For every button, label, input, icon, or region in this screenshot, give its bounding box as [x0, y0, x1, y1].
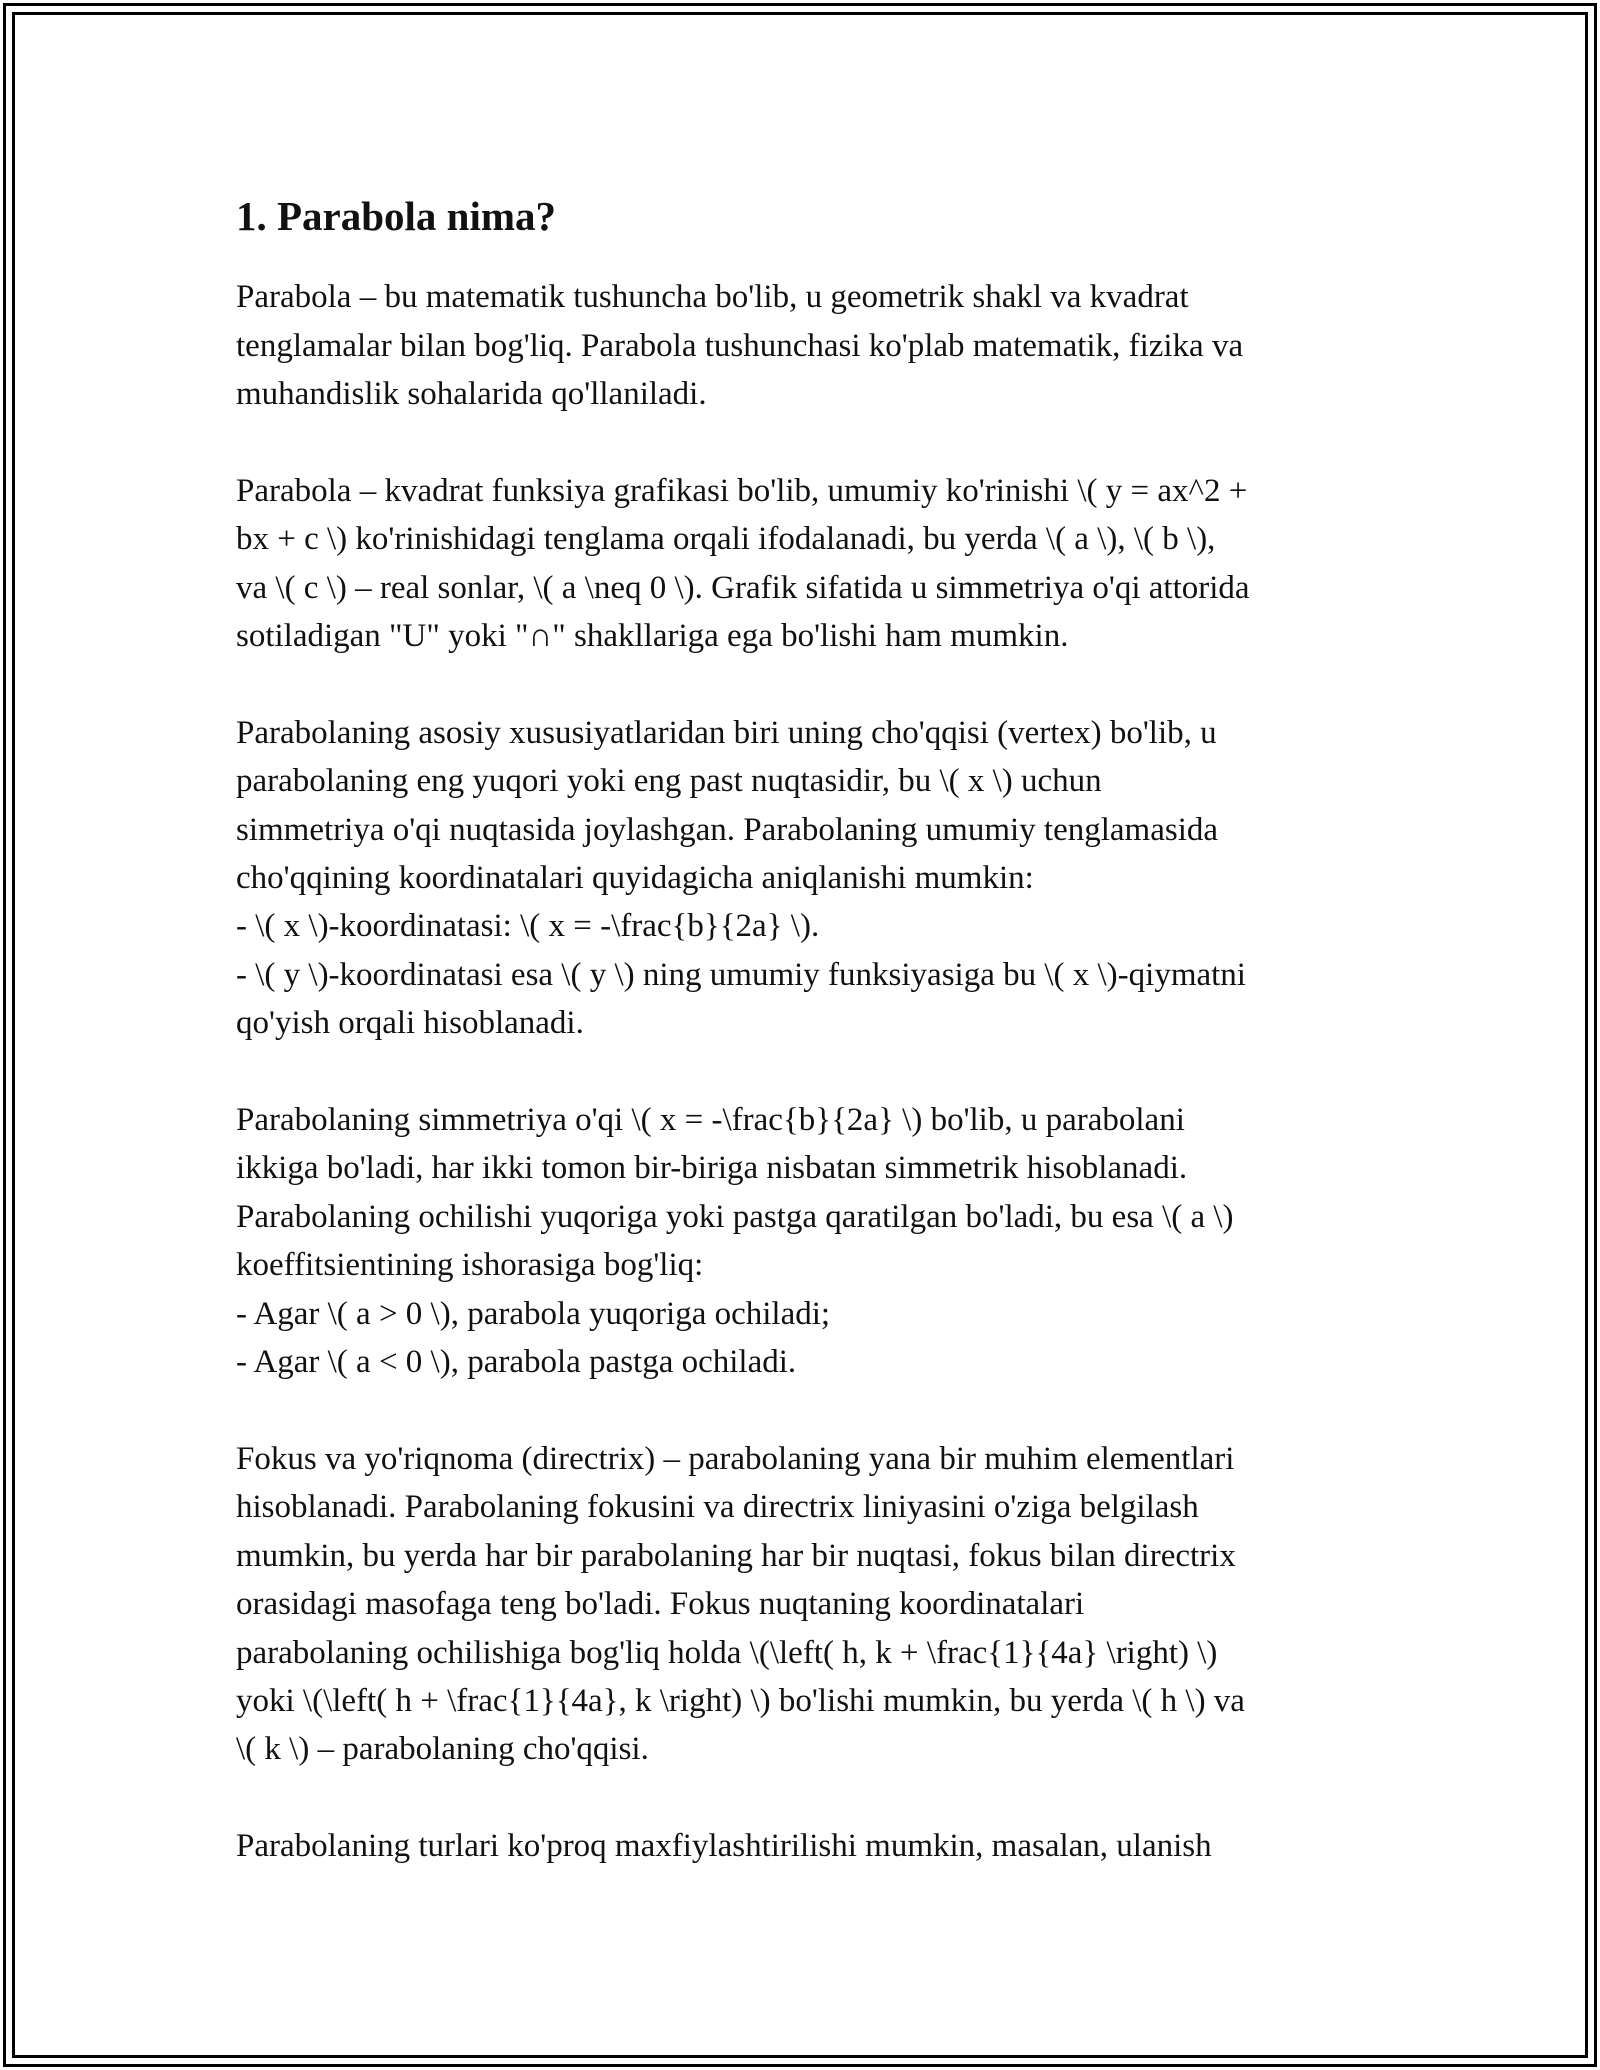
text-line: ikkiga bo'ladi, har ikki tomon bir-biriga nisbatan simmetrik hisoblanadi. — [236, 1150, 1188, 1187]
text-line: bx + c \) ko'rinishidagi tenglama orqali ifodalanadi, bu yerda \( a \), \( b \), — [236, 521, 1216, 558]
text-line: parabolaning eng yuqori yoki eng past nuqtasidir, bu \( x \) uchun — [236, 763, 1102, 800]
text-line: qo'yish orqali hisoblanadi. — [236, 1005, 584, 1042]
text-line: muhandislik sohalarida qo'llaniladi. — [236, 376, 707, 412]
list-item: - Agar \( a < 0 \), parabola pastga ochiladi. — [236, 1344, 797, 1381]
text-line: Parabola – kvadrat funksiya grafikasi bo'lib, umumiy ko'rinishi \( y = ax^2 + — [236, 472, 1248, 509]
section-heading: 1. Parabola nima? — [236, 193, 557, 239]
text-line: \( k \) – parabolaning cho'qqisi. — [236, 1731, 649, 1768]
text-line: Fokus va yo'riqnoma (directrix) – parabolaning yana bir muhim elementlari — [236, 1440, 1235, 1477]
paragraph-types — [236, 1822, 1366, 1870]
text-line: Parabolaning turlari ko'proq maxfiylashtirilishi mumkin, masalan, ulanish — [236, 1828, 1212, 1865]
paragraph-focus-directrix — [236, 1435, 1366, 1774]
text-line: Parabola – bu matematik tushuncha bo'lib, u geometrik shakl va kvadrat — [236, 279, 1189, 316]
text-line: orasidagi masofaga teng bo'ladi. Fokus nuqtaning koordinatalari — [236, 1586, 1085, 1623]
paragraph-vertex — [236, 709, 1366, 1048]
text-line: Parabolaning asosiy xususiyatlaridan biri uning cho'qqisi (vertex) bo'lib, u — [236, 714, 1217, 751]
text-line: Parabolaning simmetriya o'qi \( x = -\frac{b}{2a} \) bo'lib, u parabolani — [236, 1102, 1185, 1139]
paragraph-symmetry-axis — [236, 1096, 1366, 1386]
list-item: - Agar \( a > 0 \), parabola yuqoriga ochiladi; — [236, 1295, 831, 1332]
list-item: - \( y \)-koordinatasi esa \( y \) ning umumiy funksiyasiga bu \( x \)-qiymatni — [236, 956, 1246, 993]
text-line: parabolaning ochilishiga bog'liq holda \(\left( h, k + \frac{1}{4a} \right) \) — [236, 1634, 1218, 1671]
paragraph-intro — [236, 273, 1366, 418]
text-line: sotiladigan "U" yoki "∩" shakllariga ega bo'lishi ham mumkin. — [236, 618, 1069, 655]
text-line: cho'qqining koordinatalari quyidagicha aniqlanishi mumkin: — [236, 860, 1034, 897]
text-line: va \( c \) – real sonlar, \( a \neq 0 \). Grafik sifatida u simmetriya o'qi attorida — [236, 569, 1250, 606]
text-line: simmetriya o'qi nuqtasida joylashgan. Parabolaning umumiy tenglamasida — [236, 811, 1219, 848]
text-line: Parabolaning ochilishi yuqoriga yoki pastga qaratilgan bo'ladi, bu esa \( a \) — [236, 1198, 1234, 1235]
paragraph-quadratic-function — [236, 467, 1366, 661]
text-line: hisoblanadi. Parabolaning fokusini va directrix liniyasini o'ziga belgilash — [236, 1489, 1199, 1526]
document-body — [236, 178, 1366, 1919]
list-item: - \( x \)-koordinatasi: \( x = -\frac{b}{2a} \). — [236, 908, 820, 945]
text-line: yoki \(\left( h + \frac{1}{4a}, k \right) \) bo'lishi mumkin, bu yerda \( h \) va — [236, 1682, 1245, 1719]
text-line: tenglamalar bilan bog'liq. Parabola tushunchasi ko'plab matematik, fizika va — [236, 327, 1244, 364]
text-line: koeffitsientining ishorasiga bog'liq: — [236, 1247, 704, 1284]
text-line: mumkin, bu yerda har bir parabolaning har bir nuqtasi, fokus bilan directrix — [236, 1537, 1236, 1574]
